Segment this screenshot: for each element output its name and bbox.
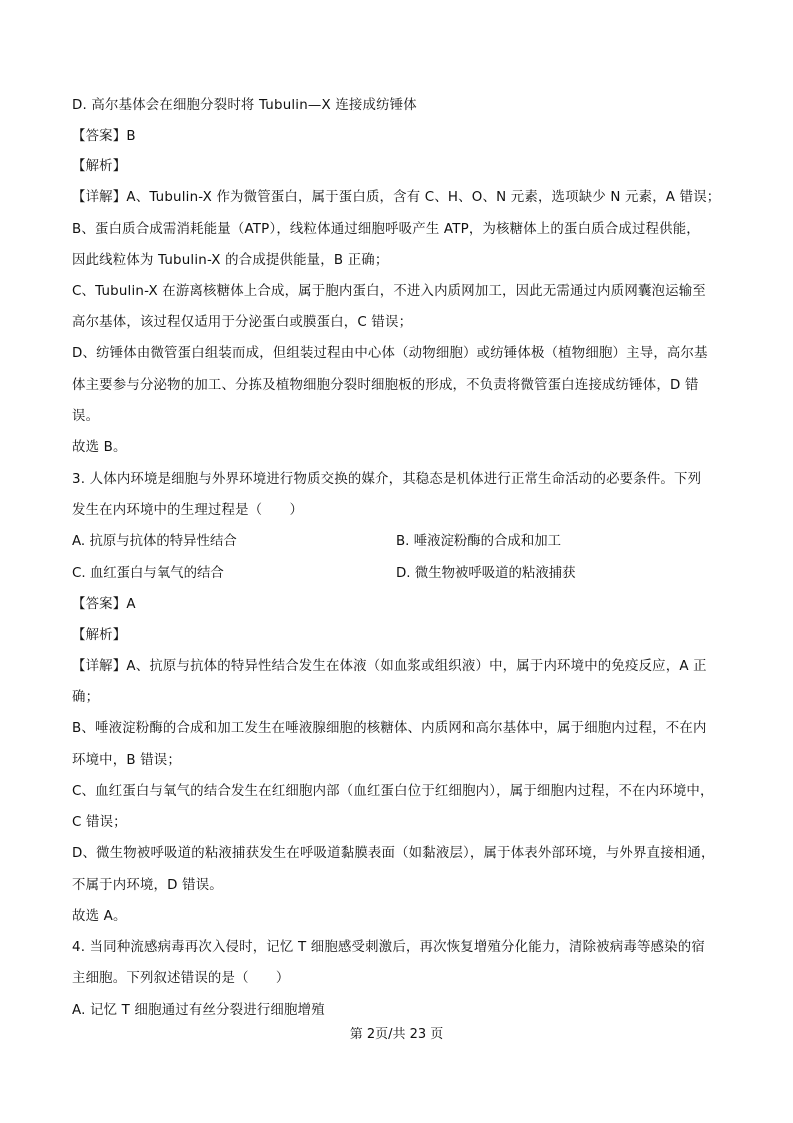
explanation-line: 高尔基体，该过程仅适用于分泌蛋白或膜蛋白，C 错误； xyxy=(72,315,413,330)
question-4-stem: 4. 当同种流感病毒再次入侵时，记忆 T 细胞感受刺激后，再次恢复增殖分化能力，清除被病毒等感染的宿 xyxy=(72,940,705,955)
explanation-line: 不属于内环境，D 错误。 xyxy=(72,878,223,893)
explanation-line: D、微生物被呼吸道的粘液捕获发生在呼吸道黏膜表面（如黏液层），属于体表外部环境，与外界直接相通， xyxy=(72,846,715,861)
question-4-stem: 主细胞。下列叙述错误的是（ ） xyxy=(72,971,290,986)
explanation-line: 【详解】A、抗原与抗体的特异性结合发生在体液（如血浆或组织液）中，属于内环境中的免疫反应，A 正 xyxy=(72,659,707,674)
answer-label: 【答案】B xyxy=(72,129,136,144)
conclusion-line: 故选 B。 xyxy=(72,440,127,455)
explanation-line: 【详解】A、Tubulin-X 作为微管蛋白，属于蛋白质，含有 C、H、O、N 元素，选项缺少 N 元素，A 错误； xyxy=(72,190,721,205)
explanation-line: C 错误； xyxy=(72,815,127,830)
analysis-label: 【解析】 xyxy=(72,628,127,643)
answer-label: 【答案】A xyxy=(72,597,136,612)
explanation-line: B、蛋白质合成需消耗能量（ATP），线粒体通过细胞呼吸产生 ATP，为核糖体上的蛋白质合成过程供能， xyxy=(72,222,700,237)
conclusion-line: 故选 A。 xyxy=(72,909,127,924)
question-3-stem: 3. 人体内环境是细胞与外界环境进行物质交换的媒介，其稳态是机体进行正常生命活动的必要条件。下列 xyxy=(72,472,702,487)
q4-option-a: A. 记忆 T 细胞通过有丝分裂进行细胞增殖 xyxy=(72,1003,325,1018)
explanation-line: D、纺锤体由微管蛋白组装而成，但组装过程由中心体（动物细胞）或纺锤体极（植物细胞）主导，高尔基 xyxy=(72,346,708,361)
explanation-line: 误。 xyxy=(72,409,100,424)
question-3-stem: 发生在内环境中的生理过程是（ ） xyxy=(72,503,304,518)
explanation-line: B、唾液淀粉酶的合成和加工发生在唾液腺细胞的核糖体、内质网和高尔基体中，属于细胞内过程，不在内 xyxy=(72,721,707,736)
analysis-label: 【解析】 xyxy=(72,159,127,174)
explanation-line: C、Tubulin-X 在游离核糖体上合成，属于胞内蛋白，不进入内质网加工，因此无需通过内质网囊泡运输至 xyxy=(72,284,706,299)
explanation-line: 确； xyxy=(72,690,100,705)
explanation-line: 环境中，B 错误； xyxy=(72,753,181,768)
explanation-line: C、血红蛋白与氧气的结合发生在红细胞内部（血红蛋白位于红细胞内），属于细胞内过程，不在内环境中， xyxy=(72,784,714,799)
explanation-line: 因此线粒体为 Tubulin-X 的合成提供能量，B 正确； xyxy=(72,253,389,268)
q3-option-d: D. 微生物被呼吸道的粘液捕获 xyxy=(396,566,576,581)
q3-option-a: A. 抗原与抗体的特异性结合 xyxy=(72,534,237,549)
page-number-footer: 第 2页/共 23 页 xyxy=(349,1027,444,1042)
q3-option-c: C. 血红蛋白与氧气的结合 xyxy=(72,566,224,581)
q2-option-d: D. 高尔基体会在细胞分裂时将 Tubulin—X 连接成纺锤体 xyxy=(72,98,417,113)
explanation-line: 体主要参与分泌物的加工、分拣及植物细胞分裂时细胞板的形成，不负责将微管蛋白连接成纺锤体，D 错 xyxy=(72,378,699,393)
q3-option-b: B. 唾液淀粉酶的合成和加工 xyxy=(396,534,561,549)
